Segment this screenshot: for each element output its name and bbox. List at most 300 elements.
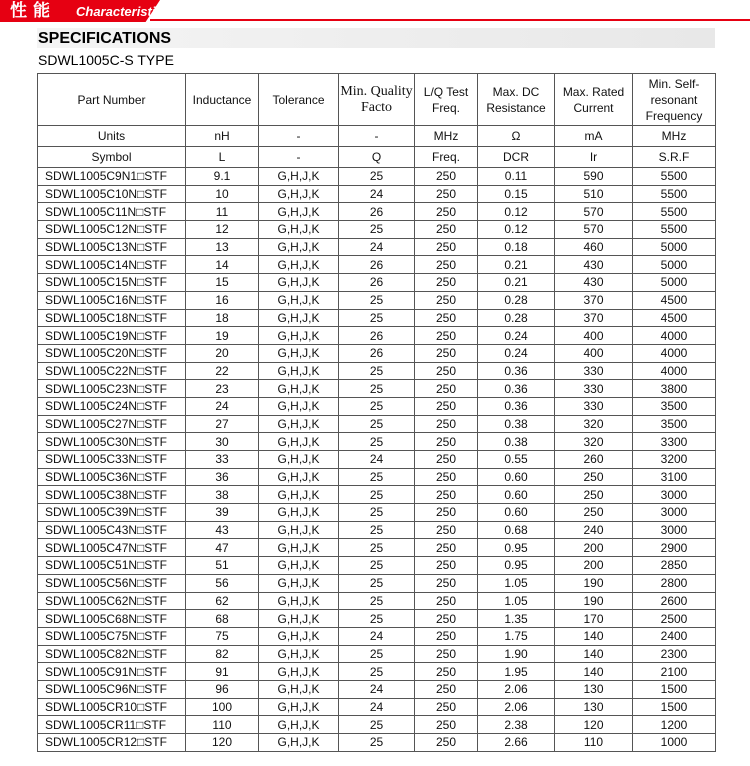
- cell-test-freq: 250: [415, 468, 478, 486]
- cell-inductance: 100: [186, 698, 259, 716]
- cell-part-number: SDWL1005C22N□STF: [38, 362, 186, 380]
- cell-srf: 5500: [633, 168, 716, 186]
- cell-rated-current: 510: [555, 185, 633, 203]
- units-cell: -: [259, 126, 339, 147]
- cell-part-number: SDWL1005C18N□STF: [38, 309, 186, 327]
- cell-part-number: SDWL1005C62N□STF: [38, 592, 186, 610]
- cell-inductance: 23: [186, 380, 259, 398]
- cell-tolerance: G,H,J,K: [259, 663, 339, 681]
- cell-srf: 2600: [633, 592, 716, 610]
- cell-min-q: 25: [339, 557, 415, 575]
- cell-inductance: 33: [186, 451, 259, 469]
- cell-rated-current: 130: [555, 698, 633, 716]
- table-row: [38, 238, 716, 256]
- type-subtitle: SDWL1005C-S TYPE: [38, 52, 174, 68]
- cell-test-freq: 250: [415, 344, 478, 362]
- cell-dcr: 0.95: [478, 557, 555, 575]
- cell-min-q: 25: [339, 397, 415, 415]
- cell-rated-current: 250: [555, 468, 633, 486]
- cell-min-q: 25: [339, 468, 415, 486]
- cell-min-q: 25: [339, 716, 415, 734]
- cell-srf: 4000: [633, 327, 716, 345]
- cell-part-number: SDWL1005C68N□STF: [38, 610, 186, 628]
- cell-part-number: SDWL1005C13N□STF: [38, 238, 186, 256]
- page-title: SPECIFICATIONS: [38, 30, 172, 47]
- table-row: [38, 610, 716, 628]
- cell-test-freq: 250: [415, 539, 478, 557]
- header-max-dc-resistance: Max. DC Resistance: [478, 74, 555, 126]
- cell-rated-current: 140: [555, 663, 633, 681]
- cell-part-number: SDWL1005C30N□STF: [38, 433, 186, 451]
- cell-part-number: SDWL1005C51N□STF: [38, 557, 186, 575]
- cell-test-freq: 250: [415, 734, 478, 752]
- cell-tolerance: G,H,J,K: [259, 680, 339, 698]
- table-row: [38, 451, 716, 469]
- table-row: [38, 274, 716, 292]
- cell-min-q: 25: [339, 734, 415, 752]
- cell-dcr: 0.21: [478, 256, 555, 274]
- cell-tolerance: G,H,J,K: [259, 327, 339, 345]
- cell-srf: 3000: [633, 521, 716, 539]
- cell-test-freq: 250: [415, 521, 478, 539]
- cell-tolerance: G,H,J,K: [259, 486, 339, 504]
- cell-rated-current: 320: [555, 415, 633, 433]
- cell-test-freq: 250: [415, 221, 478, 239]
- table-row: [38, 203, 716, 221]
- cell-inductance: 12: [186, 221, 259, 239]
- cell-srf: 4000: [633, 362, 716, 380]
- cell-dcr: 0.60: [478, 504, 555, 522]
- cell-rated-current: 130: [555, 680, 633, 698]
- cell-rated-current: 120: [555, 716, 633, 734]
- cell-test-freq: 250: [415, 291, 478, 309]
- cell-dcr: 0.24: [478, 327, 555, 345]
- cell-dcr: 2.06: [478, 698, 555, 716]
- cell-rated-current: 460: [555, 238, 633, 256]
- cell-tolerance: G,H,J,K: [259, 451, 339, 469]
- cell-part-number: SDWL1005C43N□STF: [38, 521, 186, 539]
- cell-test-freq: 250: [415, 610, 478, 628]
- cell-dcr: 0.60: [478, 486, 555, 504]
- cell-inductance: 91: [186, 663, 259, 681]
- cell-dcr: 0.95: [478, 539, 555, 557]
- cell-dcr: 1.75: [478, 627, 555, 645]
- table-row: [38, 592, 716, 610]
- cell-srf: 1500: [633, 680, 716, 698]
- table-row: [38, 645, 716, 663]
- cell-srf: 1200: [633, 716, 716, 734]
- cell-tolerance: G,H,J,K: [259, 168, 339, 186]
- cell-part-number: SDWL1005C82N□STF: [38, 645, 186, 663]
- cell-min-q: 25: [339, 539, 415, 557]
- cell-min-q: 25: [339, 663, 415, 681]
- cell-dcr: 1.90: [478, 645, 555, 663]
- cell-min-q: 25: [339, 433, 415, 451]
- cell-tolerance: G,H,J,K: [259, 539, 339, 557]
- cell-test-freq: 250: [415, 327, 478, 345]
- cell-test-freq: 250: [415, 238, 478, 256]
- cell-min-q: 25: [339, 309, 415, 327]
- cell-dcr: 0.28: [478, 309, 555, 327]
- cell-dcr: 1.95: [478, 663, 555, 681]
- cell-min-q: 25: [339, 221, 415, 239]
- cell-inductance: 43: [186, 521, 259, 539]
- cell-dcr: 0.55: [478, 451, 555, 469]
- cell-test-freq: 250: [415, 415, 478, 433]
- cell-tolerance: G,H,J,K: [259, 557, 339, 575]
- cell-dcr: 1.05: [478, 592, 555, 610]
- cell-dcr: 0.68: [478, 521, 555, 539]
- table-row: [38, 185, 716, 203]
- banner-chinese-label: 性能: [10, 1, 56, 21]
- cell-srf: 2800: [633, 574, 716, 592]
- cell-test-freq: 250: [415, 486, 478, 504]
- units-cell: MHz: [633, 126, 716, 147]
- cell-min-q: 26: [339, 344, 415, 362]
- cell-inductance: 30: [186, 433, 259, 451]
- cell-part-number: SDWL1005CR12□STF: [38, 734, 186, 752]
- cell-srf: 5000: [633, 238, 716, 256]
- header-row: [38, 74, 716, 126]
- cell-min-q: 26: [339, 327, 415, 345]
- cell-tolerance: G,H,J,K: [259, 521, 339, 539]
- cell-srf: 2100: [633, 663, 716, 681]
- cell-srf: 5000: [633, 256, 716, 274]
- table-row: [38, 486, 716, 504]
- cell-rated-current: 430: [555, 256, 633, 274]
- cell-tolerance: G,H,J,K: [259, 698, 339, 716]
- cell-min-q: 24: [339, 680, 415, 698]
- cell-dcr: 2.38: [478, 716, 555, 734]
- cell-srf: 2300: [633, 645, 716, 663]
- cell-srf: 2500: [633, 610, 716, 628]
- cell-part-number: SDWL1005CR10□STF: [38, 698, 186, 716]
- cell-srf: 1000: [633, 734, 716, 752]
- symbol-cell: S.R.F: [633, 147, 716, 168]
- cell-tolerance: G,H,J,K: [259, 504, 339, 522]
- cell-test-freq: 250: [415, 185, 478, 203]
- cell-srf: 3800: [633, 380, 716, 398]
- cell-test-freq: 250: [415, 680, 478, 698]
- symbol-row: [38, 147, 716, 168]
- table-row: [38, 344, 716, 362]
- spec-table: [37, 73, 716, 752]
- spec-table-body: [38, 168, 716, 752]
- cell-part-number: SDWL1005C27N□STF: [38, 415, 186, 433]
- table-row: [38, 627, 716, 645]
- cell-srf: 3300: [633, 433, 716, 451]
- cell-tolerance: G,H,J,K: [259, 256, 339, 274]
- table-row: [38, 574, 716, 592]
- cell-min-q: 26: [339, 256, 415, 274]
- table-row: [38, 680, 716, 698]
- symbol-cell: -: [259, 147, 339, 168]
- section-banner: [0, 0, 750, 22]
- cell-inductance: 10: [186, 185, 259, 203]
- symbol-cell: L: [186, 147, 259, 168]
- table-row: [38, 291, 716, 309]
- symbol-cell: Freq.: [415, 147, 478, 168]
- cell-inductance: 38: [186, 486, 259, 504]
- cell-srf: 5500: [633, 185, 716, 203]
- cell-test-freq: 250: [415, 274, 478, 292]
- symbol-cell: DCR: [478, 147, 555, 168]
- cell-dcr: 0.12: [478, 203, 555, 221]
- header-min-srf: Min. Self-resonant Frequency: [633, 74, 716, 126]
- cell-min-q: 25: [339, 521, 415, 539]
- cell-min-q: 26: [339, 274, 415, 292]
- cell-dcr: 0.38: [478, 433, 555, 451]
- cell-part-number: SDWL1005C47N□STF: [38, 539, 186, 557]
- symbol-cell: Ir: [555, 147, 633, 168]
- cell-tolerance: G,H,J,K: [259, 291, 339, 309]
- table-row: [38, 256, 716, 274]
- cell-rated-current: 250: [555, 504, 633, 522]
- cell-dcr: 0.60: [478, 468, 555, 486]
- cell-test-freq: 250: [415, 397, 478, 415]
- header-min-quality: Min. Quality Facto: [339, 74, 415, 126]
- cell-srf: 4000: [633, 344, 716, 362]
- cell-test-freq: 250: [415, 256, 478, 274]
- cell-dcr: 0.21: [478, 274, 555, 292]
- cell-part-number: SDWL1005C10N□STF: [38, 185, 186, 203]
- cell-dcr: 1.35: [478, 610, 555, 628]
- symbol-cell: Symbol: [38, 147, 186, 168]
- cell-test-freq: 250: [415, 451, 478, 469]
- cell-dcr: 1.05: [478, 574, 555, 592]
- cell-srf: 2400: [633, 627, 716, 645]
- cell-srf: 5500: [633, 221, 716, 239]
- cell-min-q: 25: [339, 486, 415, 504]
- cell-tolerance: G,H,J,K: [259, 592, 339, 610]
- header-part-number: Part Number: [38, 74, 186, 126]
- table-row: [38, 539, 716, 557]
- cell-srf: 3200: [633, 451, 716, 469]
- cell-inductance: 110: [186, 716, 259, 734]
- cell-inductance: 120: [186, 734, 259, 752]
- cell-test-freq: 250: [415, 433, 478, 451]
- cell-tolerance: G,H,J,K: [259, 221, 339, 239]
- cell-min-q: 25: [339, 380, 415, 398]
- cell-tolerance: G,H,J,K: [259, 433, 339, 451]
- cell-min-q: 25: [339, 168, 415, 186]
- cell-part-number: SDWL1005C23N□STF: [38, 380, 186, 398]
- cell-rated-current: 140: [555, 627, 633, 645]
- cell-test-freq: 250: [415, 309, 478, 327]
- cell-test-freq: 250: [415, 663, 478, 681]
- cell-rated-current: 250: [555, 486, 633, 504]
- header-tolerance: Tolerance: [259, 74, 339, 126]
- table-row: [38, 433, 716, 451]
- cell-tolerance: G,H,J,K: [259, 415, 339, 433]
- cell-tolerance: G,H,J,K: [259, 645, 339, 663]
- cell-part-number: SDWL1005C39N□STF: [38, 504, 186, 522]
- cell-srf: 4500: [633, 309, 716, 327]
- table-row: [38, 309, 716, 327]
- cell-rated-current: 330: [555, 380, 633, 398]
- units-cell: -: [339, 126, 415, 147]
- cell-tolerance: G,H,J,K: [259, 627, 339, 645]
- units-cell: Units: [38, 126, 186, 147]
- cell-rated-current: 400: [555, 344, 633, 362]
- cell-dcr: 0.38: [478, 415, 555, 433]
- table-row: [38, 663, 716, 681]
- cell-part-number: SDWL1005C9N1□STF: [38, 168, 186, 186]
- cell-rated-current: 190: [555, 592, 633, 610]
- symbol-cell: Q: [339, 147, 415, 168]
- header-max-rated-current: Max. Rated Current: [555, 74, 633, 126]
- cell-test-freq: 250: [415, 168, 478, 186]
- cell-inductance: 11: [186, 203, 259, 221]
- cell-rated-current: 110: [555, 734, 633, 752]
- cell-dcr: 0.15: [478, 185, 555, 203]
- cell-srf: 3000: [633, 504, 716, 522]
- cell-inductance: 36: [186, 468, 259, 486]
- cell-test-freq: 250: [415, 645, 478, 663]
- cell-part-number: SDWL1005C36N□STF: [38, 468, 186, 486]
- cell-inductance: 68: [186, 610, 259, 628]
- cell-srf: 5000: [633, 274, 716, 292]
- cell-min-q: 26: [339, 203, 415, 221]
- cell-test-freq: 250: [415, 362, 478, 380]
- units-cell: MHz: [415, 126, 478, 147]
- table-row: [38, 380, 716, 398]
- cell-rated-current: 370: [555, 291, 633, 309]
- cell-part-number: SDWL1005C33N□STF: [38, 451, 186, 469]
- cell-rated-current: 190: [555, 574, 633, 592]
- cell-rated-current: 370: [555, 309, 633, 327]
- cell-rated-current: 430: [555, 274, 633, 292]
- cell-test-freq: 250: [415, 698, 478, 716]
- units-cell: nH: [186, 126, 259, 147]
- cell-srf: 2900: [633, 539, 716, 557]
- cell-tolerance: G,H,J,K: [259, 574, 339, 592]
- cell-inductance: 18: [186, 309, 259, 327]
- cell-part-number: SDWL1005C15N□STF: [38, 274, 186, 292]
- cell-tolerance: G,H,J,K: [259, 610, 339, 628]
- cell-inductance: 15: [186, 274, 259, 292]
- cell-test-freq: 250: [415, 504, 478, 522]
- cell-test-freq: 250: [415, 627, 478, 645]
- cell-rated-current: 320: [555, 433, 633, 451]
- cell-part-number: SDWL1005C14N□STF: [38, 256, 186, 274]
- cell-part-number: SDWL1005C20N□STF: [38, 344, 186, 362]
- cell-min-q: 25: [339, 645, 415, 663]
- cell-part-number: SDWL1005C75N□STF: [38, 627, 186, 645]
- cell-rated-current: 240: [555, 521, 633, 539]
- cell-test-freq: 250: [415, 557, 478, 575]
- units-row: [38, 126, 716, 147]
- cell-inductance: 24: [186, 397, 259, 415]
- table-row: [38, 362, 716, 380]
- cell-srf: 3500: [633, 415, 716, 433]
- cell-min-q: 24: [339, 238, 415, 256]
- table-row: [38, 168, 716, 186]
- cell-min-q: 25: [339, 504, 415, 522]
- cell-tolerance: G,H,J,K: [259, 380, 339, 398]
- cell-part-number: SDWL1005C16N□STF: [38, 291, 186, 309]
- table-row: [38, 716, 716, 734]
- header-inductance: Inductance: [186, 74, 259, 126]
- table-row: [38, 327, 716, 345]
- cell-dcr: 0.36: [478, 362, 555, 380]
- cell-srf: 3100: [633, 468, 716, 486]
- cell-tolerance: G,H,J,K: [259, 274, 339, 292]
- cell-part-number: SDWL1005C38N□STF: [38, 486, 186, 504]
- table-row: [38, 415, 716, 433]
- cell-rated-current: 570: [555, 221, 633, 239]
- cell-min-q: 25: [339, 415, 415, 433]
- cell-inductance: 62: [186, 592, 259, 610]
- cell-min-q: 25: [339, 610, 415, 628]
- cell-min-q: 24: [339, 185, 415, 203]
- cell-part-number: SDWL1005C12N□STF: [38, 221, 186, 239]
- cell-min-q: 24: [339, 451, 415, 469]
- cell-part-number: SDWL1005C91N□STF: [38, 663, 186, 681]
- cell-test-freq: 250: [415, 574, 478, 592]
- cell-part-number: SDWL1005C19N□STF: [38, 327, 186, 345]
- cell-min-q: 25: [339, 291, 415, 309]
- cell-inductance: 51: [186, 557, 259, 575]
- cell-min-q: 25: [339, 592, 415, 610]
- cell-dcr: 0.28: [478, 291, 555, 309]
- cell-dcr: 0.36: [478, 380, 555, 398]
- cell-tolerance: G,H,J,K: [259, 362, 339, 380]
- cell-srf: 3500: [633, 397, 716, 415]
- table-row: [38, 698, 716, 716]
- cell-part-number: SDWL1005C11N□STF: [38, 203, 186, 221]
- header-test-freq: L/Q Test Freq.: [415, 74, 478, 126]
- cell-tolerance: G,H,J,K: [259, 397, 339, 415]
- cell-part-number: SDWL1005C56N□STF: [38, 574, 186, 592]
- cell-dcr: 0.18: [478, 238, 555, 256]
- cell-rated-current: 590: [555, 168, 633, 186]
- cell-min-q: 24: [339, 627, 415, 645]
- cell-inductance: 16: [186, 291, 259, 309]
- table-row: [38, 397, 716, 415]
- cell-inductance: 96: [186, 680, 259, 698]
- cell-srf: 5500: [633, 203, 716, 221]
- cell-srf: 3000: [633, 486, 716, 504]
- units-cell: Ω: [478, 126, 555, 147]
- cell-srf: 2850: [633, 557, 716, 575]
- cell-tolerance: G,H,J,K: [259, 716, 339, 734]
- cell-rated-current: 200: [555, 557, 633, 575]
- cell-rated-current: 200: [555, 539, 633, 557]
- cell-min-q: 25: [339, 574, 415, 592]
- units-cell: mA: [555, 126, 633, 147]
- cell-test-freq: 250: [415, 716, 478, 734]
- cell-tolerance: G,H,J,K: [259, 468, 339, 486]
- cell-rated-current: 170: [555, 610, 633, 628]
- cell-srf: 1500: [633, 698, 716, 716]
- cell-tolerance: G,H,J,K: [259, 344, 339, 362]
- banner-english-label: Characteristics: [76, 4, 170, 19]
- cell-part-number: SDWL1005C24N□STF: [38, 397, 186, 415]
- cell-dcr: 0.36: [478, 397, 555, 415]
- cell-dcr: 2.66: [478, 734, 555, 752]
- table-row: [38, 221, 716, 239]
- cell-rated-current: 260: [555, 451, 633, 469]
- cell-min-q: 24: [339, 698, 415, 716]
- cell-tolerance: G,H,J,K: [259, 203, 339, 221]
- cell-tolerance: G,H,J,K: [259, 734, 339, 752]
- cell-inductance: 19: [186, 327, 259, 345]
- cell-inductance: 82: [186, 645, 259, 663]
- cell-inductance: 27: [186, 415, 259, 433]
- cell-inductance: 14: [186, 256, 259, 274]
- cell-test-freq: 250: [415, 203, 478, 221]
